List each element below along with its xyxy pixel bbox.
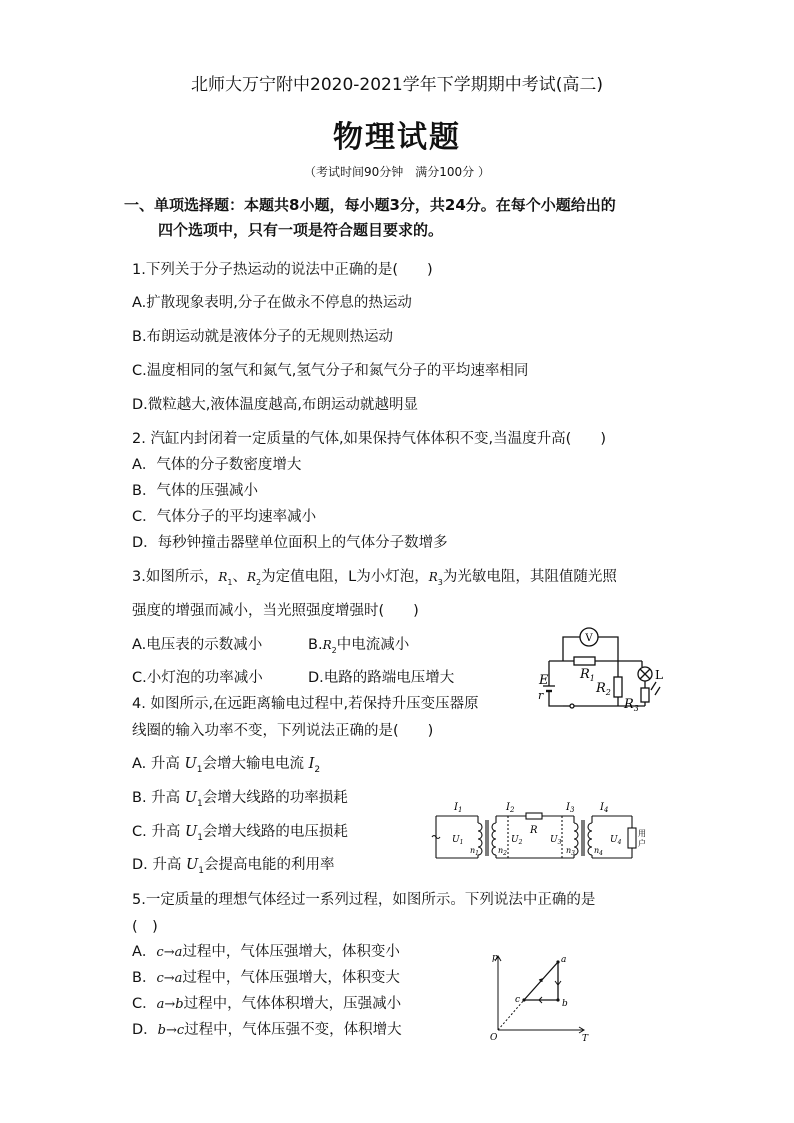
n2-letter: n	[498, 846, 504, 855]
n1-subscript: 1	[475, 850, 479, 857]
q4-option-b-text: 会增大线路的功率损耗	[202, 790, 348, 806]
exam-info: （考试时间90分钟 满分100分 ）	[304, 165, 490, 179]
i4-label	[599, 802, 608, 814]
step-up-secondary-coil-icon	[492, 823, 496, 855]
n2-subscript: 2	[503, 850, 507, 857]
q4-transmission-diagram	[426, 798, 646, 868]
q1-option-c: C.温度相同的氢气和氮气,氢气分子和氮气分子的平均速率相同	[132, 363, 529, 379]
q4-stem: 4. 如图所示,在远距离输电过程中,若保持升压变压器原	[132, 696, 479, 712]
q4-option-a	[132, 752, 320, 775]
q5-option-c-prefix: C．	[132, 996, 157, 1012]
light-arrow-icon	[655, 687, 660, 695]
q4-option-b	[132, 786, 348, 809]
q2-stem: 2. 汽缸内封闭着一定质量的气体,如果保持气体体积不变,当温度升高( )	[132, 431, 606, 447]
q5-option-c-text: 过程中，气体体积增大，压强减小	[183, 996, 402, 1012]
r1-resistor-icon	[574, 657, 595, 665]
q1-option-a: A.扩散现象表明,分子在做永不停息的热运动	[132, 295, 412, 311]
n2-label	[498, 846, 507, 857]
r3-label-letter: R	[624, 697, 634, 712]
q5-stem: 5.一定质量的理想气体经过一系列过程，如图所示。下列说法中正确的是	[132, 892, 596, 908]
q3-option-b-r-symbol: R	[322, 638, 332, 652]
q3-r3-subscript: 3	[437, 577, 443, 587]
light-arrow-icon	[651, 682, 656, 690]
point-a-label: a	[561, 955, 567, 965]
r3-label	[623, 697, 639, 713]
q3-r1-subscript: 1	[227, 577, 233, 587]
r2-label-subscript: 2	[605, 688, 611, 697]
i3-letter: I	[566, 802, 570, 813]
r3-photoresistor-icon	[641, 688, 649, 702]
i2-label	[505, 802, 515, 814]
lamp-label: L	[655, 668, 663, 682]
q5-option-d-text: 过程中，气体压强不变，体积增大	[184, 1022, 402, 1038]
q5-option-c-process: a→b	[156, 997, 184, 1012]
i3-label	[565, 802, 575, 814]
q5-option-c	[132, 992, 401, 1013]
q4-option-a-i-subscript: 2	[314, 764, 321, 775]
q3-option-b-prefix: B.	[308, 637, 323, 653]
n1-letter: n	[470, 846, 476, 855]
i1-subscript: 1	[457, 806, 463, 814]
q3-r1-symbol: R	[218, 570, 228, 584]
q4-option-a-u-symbol: U	[184, 756, 197, 772]
q2-option-b: B．气体的压强减小	[132, 483, 258, 499]
internal-resistance-label: r	[538, 689, 544, 702]
u3-subscript: 3	[557, 839, 562, 846]
r2-label	[595, 681, 611, 697]
i4-subscript: 4	[603, 806, 609, 814]
q4-option-a-text: 会增大输电电流	[202, 756, 309, 772]
q3-option-a: A.电压表的示数减小	[132, 637, 263, 653]
n3-subscript: 3	[571, 850, 575, 857]
q2-option-c: C．气体分子的平均速率减小	[132, 509, 317, 525]
q4-option-b-u-subscript: 1	[197, 798, 203, 809]
n3-label	[566, 846, 575, 857]
u4-subscript: 4	[617, 839, 622, 846]
q5-option-b-process: c→a	[156, 971, 183, 986]
q3-stem-line-2: 强度的增强而减小，当光照强度增强时( )	[132, 603, 419, 619]
t-axis-label: T	[582, 1034, 589, 1042]
q3-option-b-subscript: 2	[331, 645, 337, 655]
n4-letter: n	[594, 846, 600, 855]
q1-stem: 1.下列关于分子热运动的说法中正确的是( )	[132, 262, 433, 278]
q4-option-d-u-symbol: U	[186, 857, 199, 873]
q3-separator: 、	[232, 569, 247, 585]
u1-label	[452, 835, 463, 846]
q4-option-c-u-symbol: U	[184, 824, 198, 840]
point-b-label: b	[562, 999, 568, 1009]
q5-answer-paren: ( )	[132, 919, 158, 935]
emf-label: E	[539, 673, 549, 688]
q4-option-c-prefix: C. 升高	[132, 824, 185, 840]
r1-label-letter: R	[580, 667, 590, 682]
p-axis-label: p	[492, 953, 498, 963]
q5-option-a-prefix: A．	[132, 944, 157, 960]
u4-letter: U	[610, 835, 618, 845]
q5-p-t-graph	[484, 948, 594, 1042]
point-a-marker	[556, 960, 559, 963]
origin-label: O	[490, 1033, 498, 1042]
school-exam-header: 北师大万宁附中2020-2021学年下学期期中考试(高二)	[191, 75, 603, 95]
q5-option-a	[132, 940, 400, 961]
q4-option-c-u-subscript: 1	[197, 832, 203, 843]
q3-option-c: C.小灯泡的功率减小	[132, 670, 263, 686]
r-label: R	[530, 825, 538, 836]
u2-letter: U	[511, 835, 519, 845]
point-c-marker	[522, 998, 525, 1001]
q1-option-b: B.布朗运动就是液体分子的无规则热运动	[132, 329, 394, 345]
q4-option-c-text: 会增大线路的电压损耗	[202, 824, 348, 840]
user-load-icon	[628, 828, 636, 848]
i4-letter: I	[600, 802, 604, 813]
n4-label	[594, 846, 603, 857]
q5-option-a-text: 过程中，气体压强增大，体积变小	[182, 944, 400, 960]
q3-stem-mid: 为定值电阻，L为小灯泡，	[261, 569, 429, 585]
line-resistance-icon	[526, 813, 542, 819]
r3-label-subscript: 3	[633, 704, 639, 713]
q4-option-a-u-subscript: 1	[196, 764, 203, 775]
q4-option-a-prefix: A. 升高	[132, 756, 185, 772]
origin-extension-dashed	[498, 1000, 524, 1030]
q3-r2-subscript: 2	[256, 577, 262, 587]
i1-label	[453, 802, 462, 814]
q3-option-b	[308, 633, 409, 655]
step-down-secondary-coil-icon	[588, 823, 592, 855]
i2-subscript: 2	[509, 806, 515, 814]
r1-label-subscript: 1	[589, 674, 595, 683]
q3-r2-symbol: R	[246, 570, 257, 584]
point-b-marker	[556, 998, 559, 1001]
point-c-label: c	[515, 995, 521, 1005]
q4-option-d-u-subscript: 1	[198, 865, 204, 876]
r1-label	[579, 667, 595, 683]
q5-option-a-process: c→a	[156, 945, 183, 960]
user-label-1: 用	[638, 829, 646, 838]
i2-letter: I	[506, 802, 510, 813]
q2-option-d: D．每秒钟撞击器壁单位面积上的气体分子数增多	[132, 535, 448, 551]
q5-option-b-prefix: B．	[132, 970, 157, 986]
u2-label	[511, 835, 523, 846]
user-label-2: 户	[638, 839, 646, 848]
q3-stem-end: 为光敏电阻，其阻值随光照	[442, 569, 617, 585]
section-heading-line-1: 一、单项选择题：本题共8小题，每小题3分，共24分。在每个小题给出的	[124, 196, 616, 214]
u1-letter: U	[452, 835, 460, 845]
q3-r3-symbol: R	[428, 570, 438, 584]
q3-stem	[132, 565, 617, 587]
q4-option-c	[132, 820, 348, 843]
n1-label	[470, 846, 479, 857]
q4-option-d-prefix: D. 升高	[132, 857, 186, 873]
n3-letter: n	[566, 846, 572, 855]
n4-subscript: 4	[599, 850, 603, 857]
q5-option-d-process: b→c	[157, 1023, 185, 1038]
q5-option-d-prefix: D．	[132, 1022, 158, 1038]
u3-label	[550, 835, 562, 846]
q1-option-d: D.微粒越大,液体温度越高,布朗运动就越明显	[132, 397, 418, 413]
q4-option-b-u-symbol: U	[184, 790, 198, 806]
q4-stem-line-2: 线圈的输入功率不变，下列说法正确的是( )	[132, 723, 434, 739]
r2-label-letter: R	[596, 681, 606, 696]
u2-subscript: 2	[518, 839, 523, 846]
q2-option-a: A．气体的分子数密度增大	[132, 457, 302, 473]
r2-resistor-icon	[614, 677, 622, 697]
q4-option-a-i-symbol: I	[308, 756, 315, 772]
q5-option-b	[132, 966, 400, 987]
section-heading-line-2: 四个选项中，只有一项是符合题目要求的。	[158, 221, 444, 239]
q3-option-b-text: 中电流减小	[336, 637, 410, 653]
q5-option-d	[132, 1018, 402, 1039]
i1-letter: I	[454, 802, 458, 813]
u1-subscript: 1	[459, 839, 464, 846]
q4-option-d-text: 会提高电能的利用率	[203, 857, 335, 873]
q3-stem-start: 3.如图所示，	[132, 569, 219, 585]
q3-circuit-diagram	[532, 624, 670, 724]
q4-option-b-prefix: B. 升高	[132, 790, 185, 806]
u3-letter: U	[550, 835, 558, 845]
page-title: 物理试题	[333, 120, 461, 155]
u4-label	[610, 835, 622, 846]
q3-option-d: D.电路的路端电压增大	[308, 670, 455, 686]
voltmeter-label: V	[585, 633, 593, 644]
q5-option-b-text: 过程中，气体压强增大，体积变大	[182, 970, 400, 986]
q4-option-d	[132, 853, 334, 876]
i3-subscript: 3	[569, 806, 575, 814]
